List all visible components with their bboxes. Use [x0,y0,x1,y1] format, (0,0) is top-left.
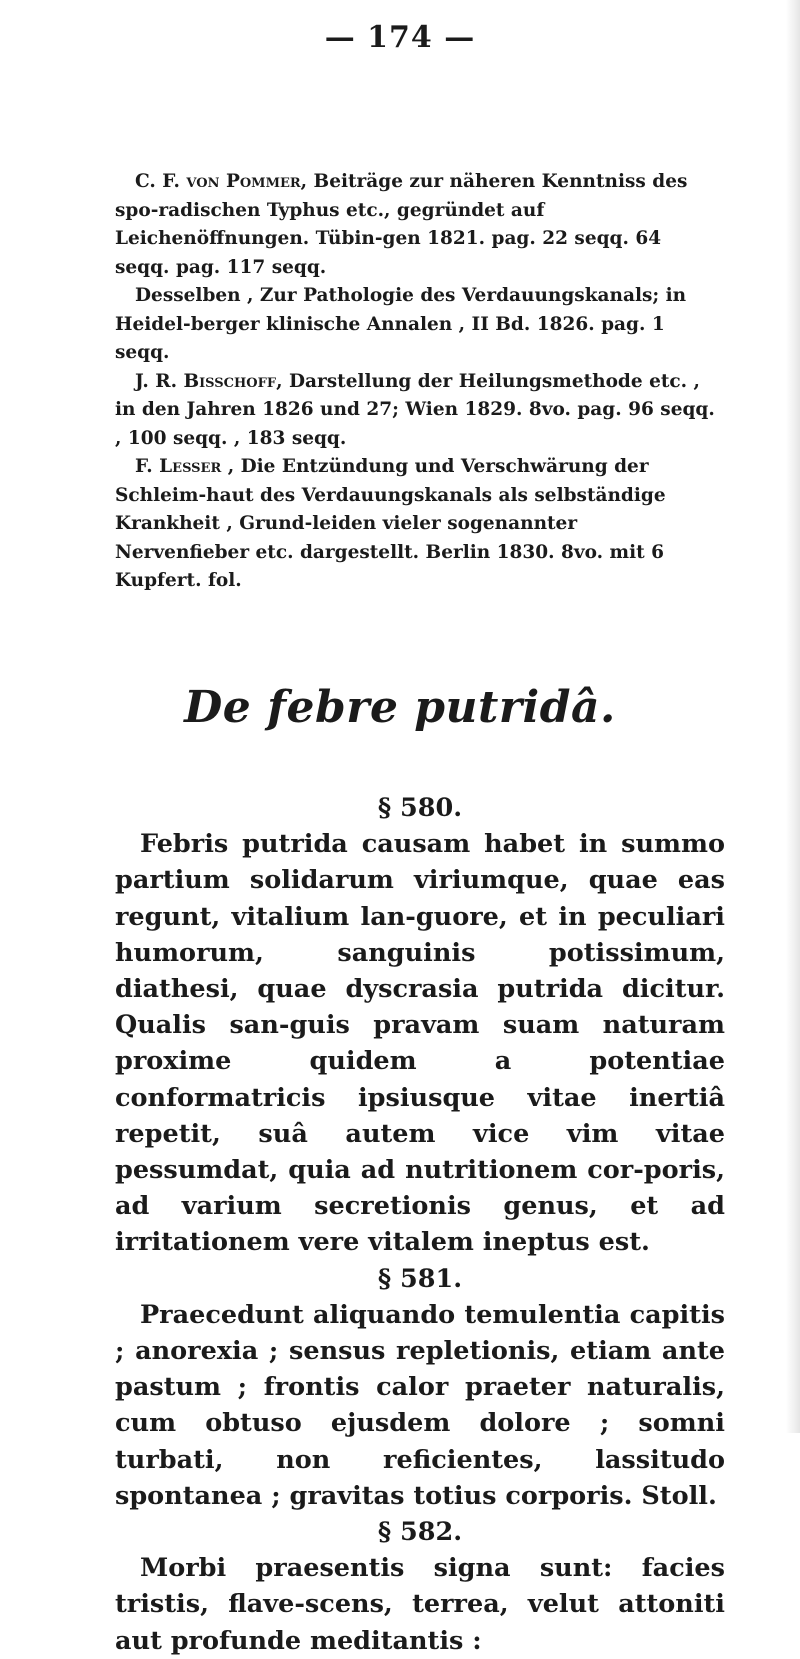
paragraph: Morbi praesentis signa sunt: facies tristis, flave-scens, terrea, velut attoniti aut profunde meditantis : [115,1553,725,1656]
page-number: — 174 — [324,20,476,55]
reference-author: J. R. Bisschoff [135,370,277,392]
reference-author: F. Lesser [135,456,222,477]
reference-text: , Die Entzündung und Verschwärung der Schleim-haut des Verdauungskanals als selbständige Krankheit , Grund-leiden vieler sogenannter Nervenfieber etc. dargestellt. Berlin 1830. 8vo. mit 6 Kupfert. fol. [115,456,666,591]
section-title: De febre putridâ. [184,682,616,733]
reference-author: C. F. von Pommer [135,171,301,192]
paragraph-number: § 581. [377,1263,463,1294]
reference-text: , Beiträge zur näheren Kenntniss des spo-radischen Typhus etc., gegründet auf Leichenöffnungen. Tübin-gen 1821. pag. 22 seqq. 64 seqq. pag. 117 seqq. [115,171,688,278]
paragraph: Praecedunt aliquando temulentia capitis ; anorexia ; sensus repletionis, etiam ante pastum ; frontis calor praeter naturalis, cum obtuso ejusdem dolore ; somni turbati, non reficientes, lassitudo spontanea ; gravitas totius corporis. Stoll. [115,1299,725,1511]
paragraph: Febris putrida causam habet in summo partium solidarum viriumque, quae eas regunt, vitalium lan-guore, et in peculiari humorum, sanguinis potissimum, diathesi, quae dyscrasia putrida dicitur. Qualis san-guis pravam suam naturam proxime quidem a potentiae conformatricis ipsiusque vitae inertiâ repetit, suâ autem vice vim vitae pessumdat, quia ad nutritionem cor-poris, ad varium secretionis genus, et ad irritationem vere vitalem ineptus est. [115,829,725,1258]
reference-list [115,168,715,596]
reference-entry [115,368,715,454]
reference-text: Desselben , Zur Pathologie des Verdauungskanals; in Heidel-berger klinische Annalen , II Bd. 1826. pag. 1 seqq. [115,285,687,363]
reference-entry [115,282,715,368]
reference-text: , Darstellung der Heilungsmethode etc. , in den Jahren 1826 und 27; Wien 1829. 8vo. pag. 96 seqq. , 100 seqq. , 183 seqq. [115,370,715,449]
reference-entry [115,168,715,282]
paragraph-number: § 580. [377,793,463,823]
page-edge-shadow [786,0,800,1433]
reference-entry [115,453,715,596]
paragraph-number: § 582. [377,1517,463,1548]
main-text [115,790,725,1659]
